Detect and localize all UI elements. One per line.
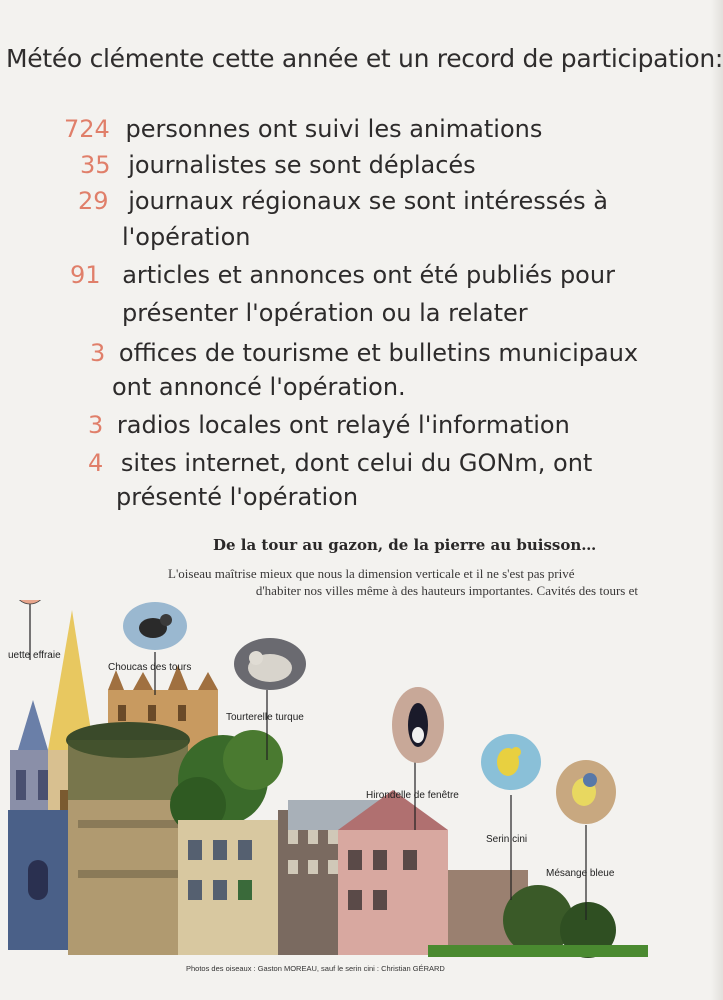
stat-text: journalistes se sont déplacés [128,151,476,179]
stat-item [64,112,542,146]
stat-item [90,336,638,370]
stat-text: personnes ont suivi les animations [125,115,543,143]
blue-tit-icon [556,760,616,824]
stat-number: 4 [88,449,104,477]
bird-label: Hirondelle de fenêtre [366,790,459,801]
stat-text: radios locales ont relayé l'information [116,411,570,439]
stat-text-continued: ont annoncé l'opération. [112,373,406,401]
jackdaw-icon [123,602,187,650]
stat-number: 724 [64,115,110,143]
stat-text: journaux régionaux se sont intéressés à [128,187,608,215]
stat-number: 35 [80,151,111,179]
page-edge [711,0,723,1000]
bird-label: Serin cini [486,834,528,845]
stat-number: 91 [70,261,101,289]
stat-item [78,184,608,218]
bird-label: uette effraie [8,650,61,661]
stat-number: 3 [90,339,106,367]
stat-item [88,408,570,442]
stat-text: offices de tourisme et bulletins municipaux [118,339,639,367]
serin-icon [481,734,541,790]
photo-credits: Photos des oiseaux : Gaston MOREAU, sauf le serin cini : Christian GÉRARD [186,964,445,973]
house-martin-icon [392,687,444,763]
bird-label: Choucas des tours [108,662,192,673]
stat-text: sites internet, dont celui du GONm, ont [120,449,593,477]
headline: Météo clémente cette année et un record de participation: [6,44,723,73]
stat-text-continued: présenté l'opération [116,483,359,511]
stat-item [80,148,476,182]
tower-icon [66,722,190,955]
collared-dove-icon [234,638,306,690]
stat-text-continued: présenter l'opération ou la relater [122,299,528,327]
stat-text: articles et annonces ont été publiés pour [122,261,615,289]
section-title: De la tour au gazon, de la pierre au buisson… [213,536,597,554]
stat-number: 29 [78,187,109,215]
city-birds-illustration [8,600,648,960]
stat-item [70,258,615,292]
stat-text-continued: l'opération [122,223,251,251]
intro-line: d'habiter nos villes même à des hauteurs importantes. Cavités des tours et [255,582,638,598]
stat-number: 3 [88,411,104,439]
bird-label: Tourterelle turque [226,712,304,723]
intro-line: L'oiseau maîtrise mieux que nous la dimension verticale et il ne s'est pas privé [168,566,575,581]
stat-item [88,446,592,480]
bird-label: Mésange bleue [546,868,615,879]
